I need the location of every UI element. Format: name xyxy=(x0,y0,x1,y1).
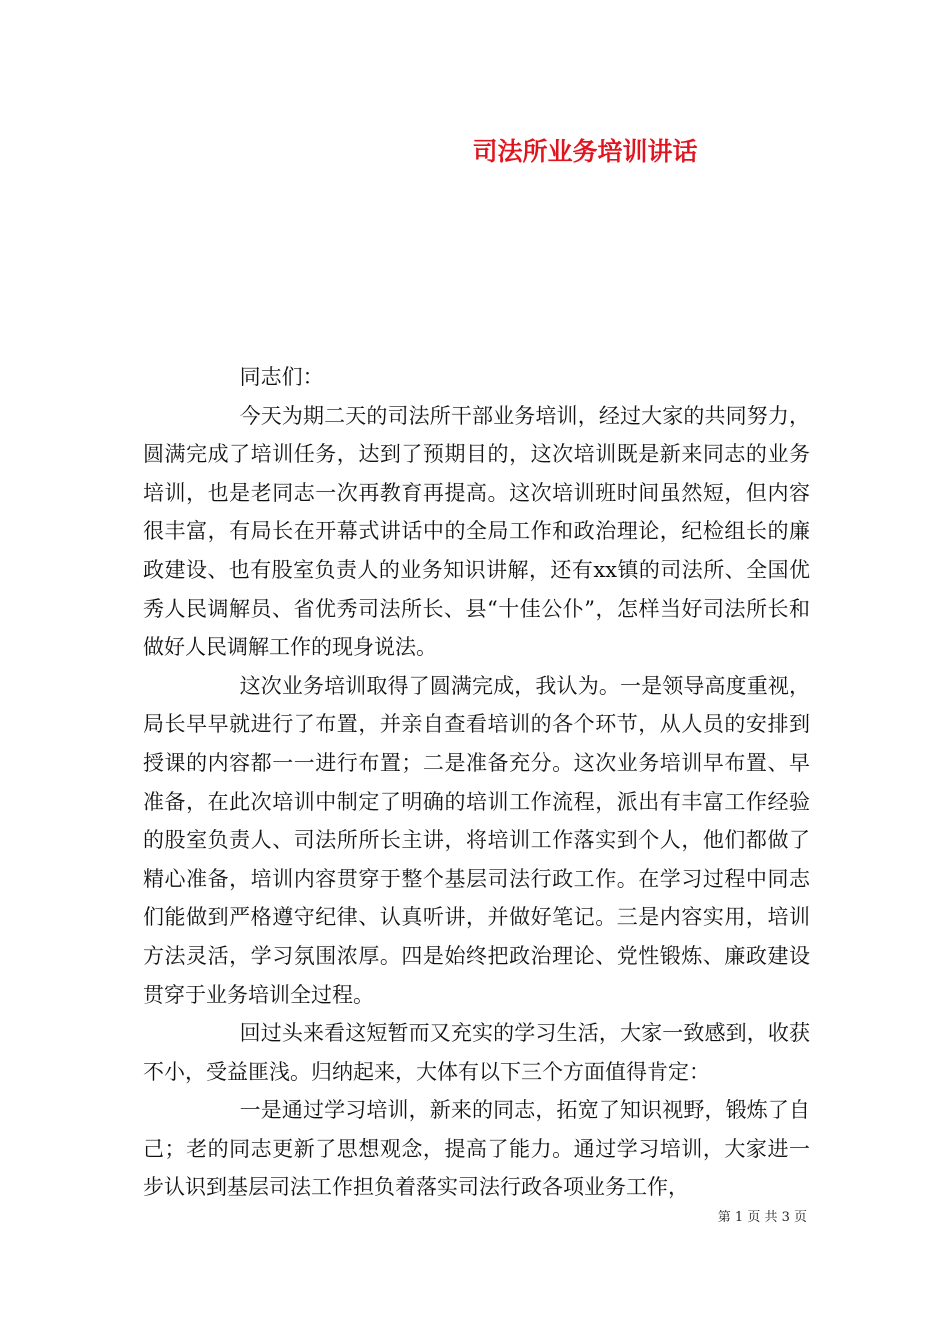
page-number-footer: 第 1 页 共 3 页 xyxy=(717,1210,807,1225)
document-body xyxy=(143,358,810,1207)
paragraph-1: 今天为期二天的司法所干部业务培训，经过大家的共同努力，圆满完成了培训任务，达到了预期目的，这次培训既是新来同志的业务培训，也是老同志一次再教育再提高。这次培训班时间虽然短，但内容很丰富，有局长在开幕式讲话中的全局工作和政治理论，纪检组长的廉政建设、也有股室负责人的业务知识讲解，还有xx镇的司法所、全国优秀人民调解员、省优秀司法所长、县“十佳公仆”，怎样当好司法所长和做好人民调解工作的现身说法。 xyxy=(143,403,810,660)
salutation: 同志们： xyxy=(239,365,324,389)
paragraph-2: 这次业务培训取得了圆满完成，我认为。一是领导高度重视，局长早早就进行了布置，并亲自查看培训的各个环节，从人员的安排到授课的内容都一一进行布置；二是准备充分。这次业务培训早布置、早准备，在此次培训中制定了明确的培训工作流程，派出有丰富工作经验的股室负责人、司法所所长主讲，将培训工作落实到个人，他们都做了精心准备，培训内容贯穿于整个基层司法行政工作。在学习过程中同志们能做到严格遵守纪律、认真听讲，并做好笔记。三是内容实用，培训方法灵活，学习氛围浓厚。四是始终把政治理论、党性锻炼、廉政建设贯穿于业务培训全过程。 xyxy=(143,673,810,1007)
paragraph-3: 回过头来看这短暂而又充实的学习生活，大家一致感到，收获不小，受益匪浅。归纳起来，大体有以下三个方面值得肯定： xyxy=(143,1021,810,1084)
document-title: 司法所业务培训讲话 xyxy=(472,137,698,166)
paragraph-4: 一是通过学习培训，新来的同志，拓宽了知识视野，锻炼了自己；老的同志更新了思想观念，提高了能力。通过学习培训，大家进一步认识到基层司法工作担负着落实司法行政各项业务工作， xyxy=(143,1098,810,1200)
